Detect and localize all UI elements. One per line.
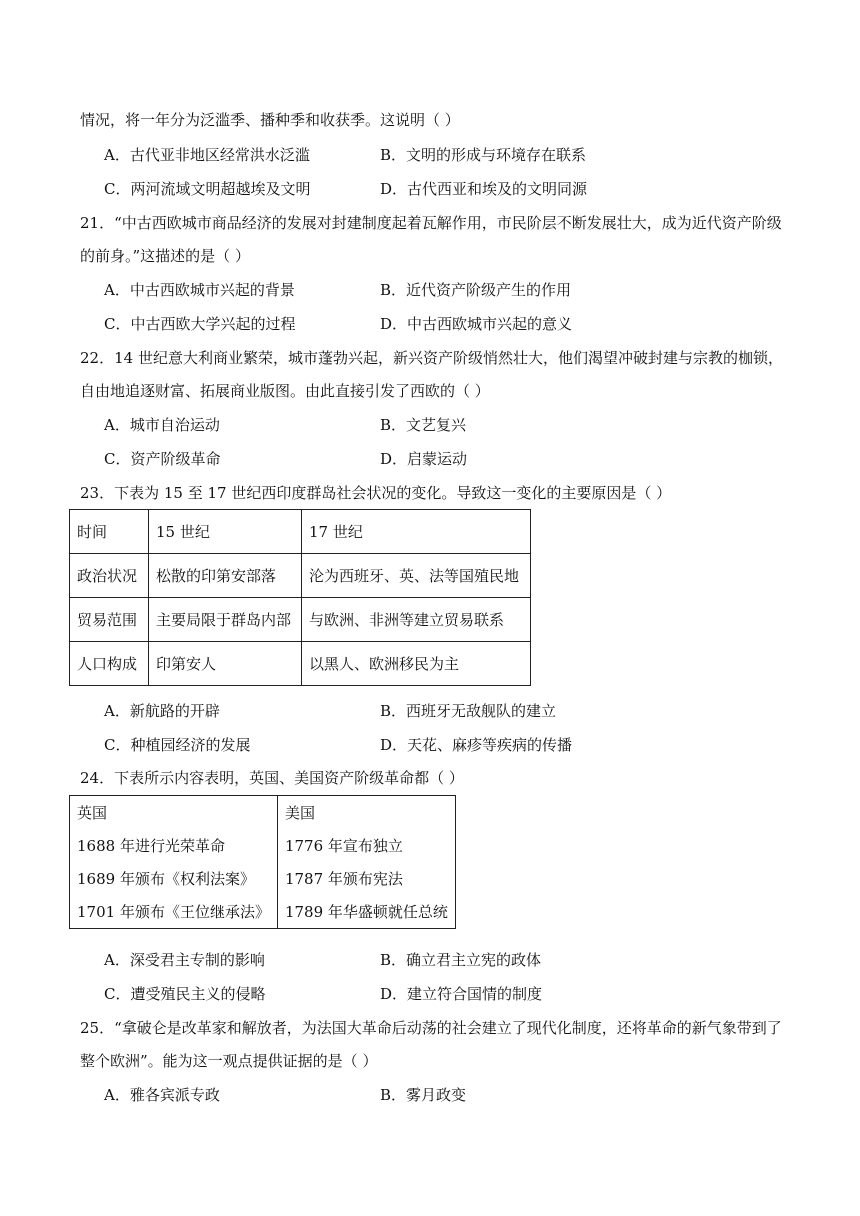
table-cell: 15 世纪 xyxy=(149,510,302,554)
table-cell: 1776 年宣布独立 xyxy=(277,829,455,862)
q23-table xyxy=(69,509,531,686)
table-cell: 1688 年进行光荣革命 xyxy=(70,829,278,862)
table-row xyxy=(70,895,456,929)
q22-option-c[interactable]: C．资产阶级革命 xyxy=(104,450,221,468)
q24-table xyxy=(69,795,456,929)
table-cell: 主要局限于群岛内部 xyxy=(149,598,302,642)
q25-option-b[interactable]: B．雾月政变 xyxy=(380,1086,467,1104)
q21-stem-line-2: 的前身。”这描述的是（ ） xyxy=(80,247,250,265)
table-row xyxy=(70,642,531,686)
table-cell: 1789 年华盛顿就任总统 xyxy=(277,895,455,929)
table-row xyxy=(70,862,456,895)
q22-option-b[interactable]: B．文艺复兴 xyxy=(380,416,467,434)
q22-option-d[interactable]: D．启蒙运动 xyxy=(380,450,468,468)
table-cell: 美国 xyxy=(277,796,455,830)
table-cell: 1701 年颁布《王位继承法》 xyxy=(70,895,278,929)
table-row xyxy=(70,510,531,554)
table-cell: 政治状况 xyxy=(70,554,149,598)
q25-stem-line-2: 整个欧洲”。能为这一观点提供证据的是（ ） xyxy=(80,1052,378,1070)
q22-option-a[interactable]: A．城市自治运动 xyxy=(104,416,220,434)
q23-stem: 23．下表为 15 至 17 世纪西印度群岛社会状况的变化。导致这一变化的主要原因是（ ） xyxy=(80,484,672,502)
q20-option-d[interactable]: D．古代西亚和埃及的文明同源 xyxy=(380,180,588,198)
q20-stem-continuation: 情况，将一年分为泛滥季、播种季和收获季。这说明（ ） xyxy=(80,111,460,129)
table-cell: 与欧洲、非洲等建立贸易联系 xyxy=(302,598,531,642)
q23-option-c[interactable]: C．种植园经济的发展 xyxy=(104,736,251,754)
q21-option-d[interactable]: D．中古西欧城市兴起的意义 xyxy=(380,315,573,333)
table-row xyxy=(70,796,456,830)
table-row xyxy=(70,598,531,642)
q24-stem: 24．下表所示内容表明，英国、美国资产阶级革命都（ ） xyxy=(80,769,464,787)
table-cell: 松散的印第安部落 xyxy=(149,554,302,598)
q24-option-b[interactable]: B．确立君主立宪的政体 xyxy=(380,951,542,969)
table-cell: 时间 xyxy=(70,510,149,554)
q23-option-a[interactable]: A．新航路的开辟 xyxy=(104,702,220,720)
q21-option-c[interactable]: C．中古西欧大学兴起的过程 xyxy=(104,315,296,333)
q20-option-c[interactable]: C．两河流域文明超越埃及文明 xyxy=(104,180,311,198)
table-row xyxy=(70,554,531,598)
table-cell: 以黑人、欧洲移民为主 xyxy=(302,642,531,686)
q24-option-a[interactable]: A．深受君主专制的影响 xyxy=(104,951,265,969)
table-row xyxy=(70,829,456,862)
table-cell: 英国 xyxy=(70,796,278,830)
table-cell: 贸易范围 xyxy=(70,598,149,642)
table-cell: 1787 年颁布宪法 xyxy=(277,862,455,895)
q23-option-d[interactable]: D．天花、麻疹等疾病的传播 xyxy=(380,736,573,754)
q23-option-b[interactable]: B．西班牙无敌舰队的建立 xyxy=(380,702,557,720)
q21-option-a[interactable]: A．中古西欧城市兴起的背景 xyxy=(104,281,295,299)
q25-option-a[interactable]: A．雅各宾派专政 xyxy=(104,1086,220,1104)
q21-stem-line-1: 21．“中古西欧城市商品经济的发展对封建制度起着瓦解作用，市民阶层不断发展壮大，成为近代资产阶级 xyxy=(80,214,782,232)
table-cell: 印第安人 xyxy=(149,642,302,686)
q22-stem-line-1: 22．14 世纪意大利商业繁荣，城市蓬勃兴起，新兴资产阶级悄然壮大，他们渴望冲破封建与宗教的枷锁， xyxy=(80,349,783,367)
q21-option-b[interactable]: B．近代资产阶级产生的作用 xyxy=(380,281,572,299)
q20-option-b[interactable]: B．文明的形成与环境存在联系 xyxy=(380,146,587,164)
table-cell: 1689 年颁布《权利法案》 xyxy=(70,862,278,895)
q20-option-a[interactable]: A．古代亚非地区经常洪水泛滥 xyxy=(104,146,310,164)
q24-option-c[interactable]: C．遭受殖民主义的侵略 xyxy=(104,985,266,1003)
q22-stem-line-2: 自由地追逐财富、拓展商业版图。由此直接引发了西欧的（ ） xyxy=(80,382,490,400)
table-cell: 17 世纪 xyxy=(302,510,531,554)
q24-option-d[interactable]: D．建立符合国情的制度 xyxy=(380,985,543,1003)
q25-stem-line-1: 25．“拿破仑是改革家和解放者，为法国大革命后动荡的社会建立了现代化制度，还将革命的新气象带到了 xyxy=(80,1019,782,1037)
table-cell: 人口构成 xyxy=(70,642,149,686)
table-cell: 沦为西班牙、英、法等国殖民地 xyxy=(302,554,531,598)
